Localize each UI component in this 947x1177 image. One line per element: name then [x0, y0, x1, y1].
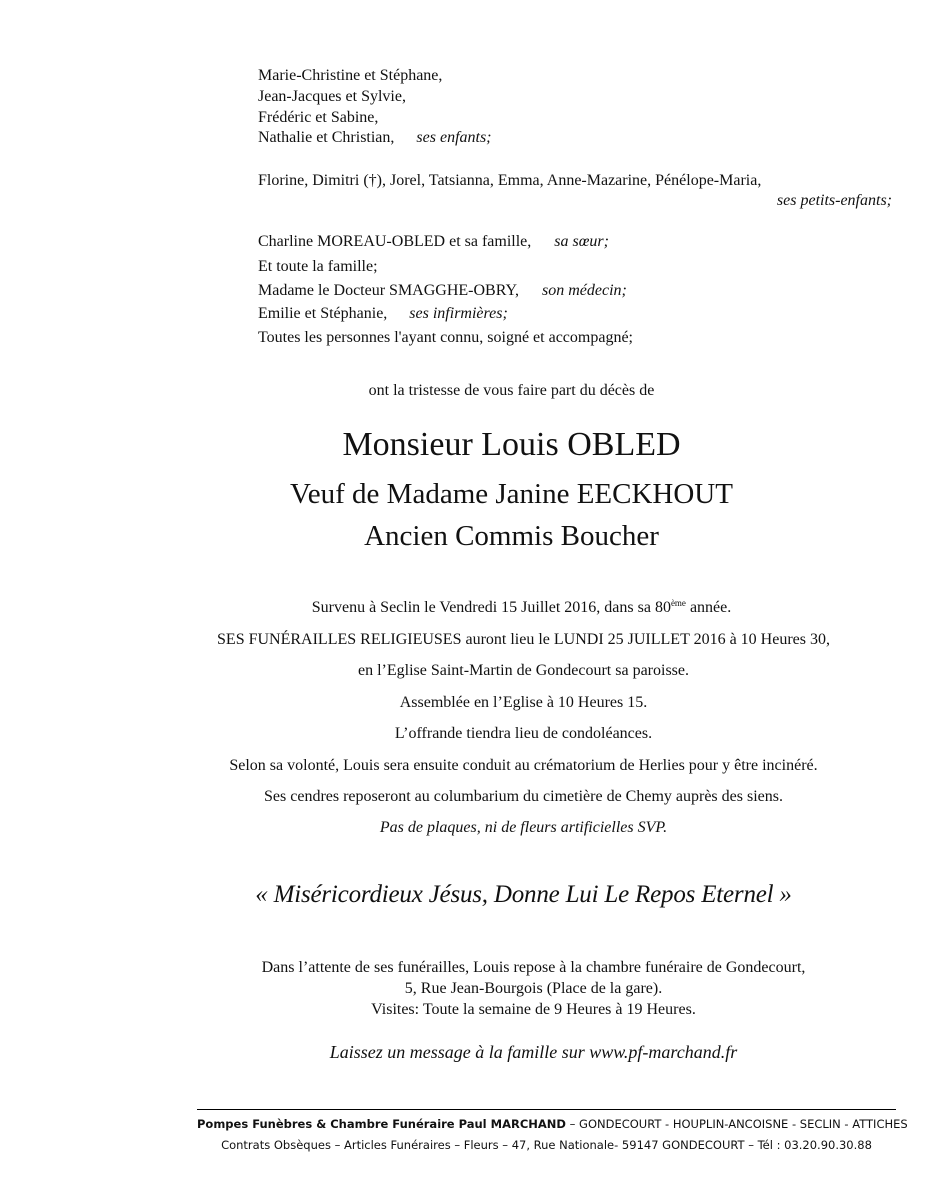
child-name-4: Nathalie et Christian, — [258, 129, 395, 146]
death-text-end: année. — [685, 599, 732, 616]
doctor-role: son médecin; — [542, 282, 627, 299]
child-line-1: Marie-Christine et Stéphane, — [258, 67, 443, 84]
all-family-line: Et toute la famille; — [258, 258, 378, 275]
sister-role: sa sœur; — [554, 233, 609, 250]
doctor-line — [258, 281, 627, 301]
no-flowers-note: Pas de plaques, ni de fleurs artificielles SVP. — [379, 819, 668, 836]
footer-company-line — [197, 1116, 908, 1132]
deceased-name: Monsieur Louis OBLED — [342, 426, 681, 463]
sister-name: Charline MOREAU-OBLED et sa famille, — [258, 233, 532, 250]
footer-divider — [197, 1109, 896, 1110]
prayer-quote: « Miséricordieux Jésus, Donne Lui Le Repos Eternel » — [255, 881, 792, 908]
death-details — [48, 598, 947, 618]
ashes-details: Ses cendres reposeront au columbarium du cimetière de Chemy auprès des siens. — [264, 788, 783, 805]
others-line: Toutes les personnes l'ayant connu, soigné et accompagné; — [258, 329, 633, 346]
company-locations: – GONDECOURT - HOUPLIN-ANCOISNE - SECLIN - ATTICHES — [565, 1117, 908, 1131]
doctor-name: Madame le Docteur SMAGGHE-OBRY, — [258, 282, 520, 299]
guestbook-message: Laissez un message à la famille sur www.pf-marchand.fr — [329, 1042, 738, 1062]
nurses-role: ses infirmières; — [409, 305, 508, 322]
nurses-line — [258, 304, 508, 324]
child-line-2: Jean-Jacques et Sylvie, — [258, 88, 406, 105]
offering-details: L’offrande tiendra lieu de condoléances. — [394, 725, 653, 742]
nurses-names: Emilie et Stéphanie, — [258, 305, 388, 322]
children-role: ses enfants; — [416, 129, 492, 146]
occupation: Ancien Commis Boucher — [364, 520, 659, 552]
footer-contact-line: Contrats Obsèques – Articles Funéraires – Fleurs – 47, Rue Nationale- 59147 GONDECOURT – Tél : 03.20.90.30.88 — [221, 1138, 872, 1152]
church-details: en l’Eglise Saint-Martin de Gondecourt sa paroisse. — [357, 662, 690, 679]
grandchildren-line: Florine, Dimitri (†), Jorel, Tatsianna, Emma, Anne-Mazarine, Pénélope-Maria, — [258, 172, 762, 189]
company-name: Pompes Funèbres & Chambre Funéraire Paul MARCHAND — [197, 1117, 566, 1131]
assembly-details: Assemblée en l’Eglise à 10 Heures 15. — [399, 694, 648, 711]
child-line-4 — [258, 128, 492, 148]
visitation-line-1: Dans l’attente de ses funérailles, Louis repose à la chambre funéraire de Gondecourt, — [261, 959, 806, 976]
death-text: Survenu à Seclin le Vendredi 15 Juillet 2016, dans sa 80 — [311, 599, 671, 616]
visitation-line-3: Visites: Toute la semaine de 9 Heures à 19 Heures. — [371, 1001, 696, 1018]
visitation-line-2: 5, Rue Jean-Bourgois (Place de la gare). — [404, 980, 663, 997]
funeral-details: SES FUNÉRAILLES RELIGIEUSES auront lieu le LUNDI 25 JUILLET 2016 à 10 Heures 30, — [217, 631, 830, 648]
widower-of: Veuf de Madame Janine EECKHOUT — [290, 478, 733, 510]
announcement-intro: ont la tristesse de vous faire part du décès de — [368, 382, 655, 399]
sister-line — [258, 232, 609, 252]
grandchildren-role: ses petits-enfants; — [776, 192, 892, 209]
death-ordinal: ème — [670, 598, 686, 608]
cremation-details: Selon sa volonté, Louis sera ensuite conduit au crématorium de Herlies pour y être incinéré. — [229, 757, 818, 774]
child-line-3: Frédéric et Sabine, — [258, 109, 379, 126]
